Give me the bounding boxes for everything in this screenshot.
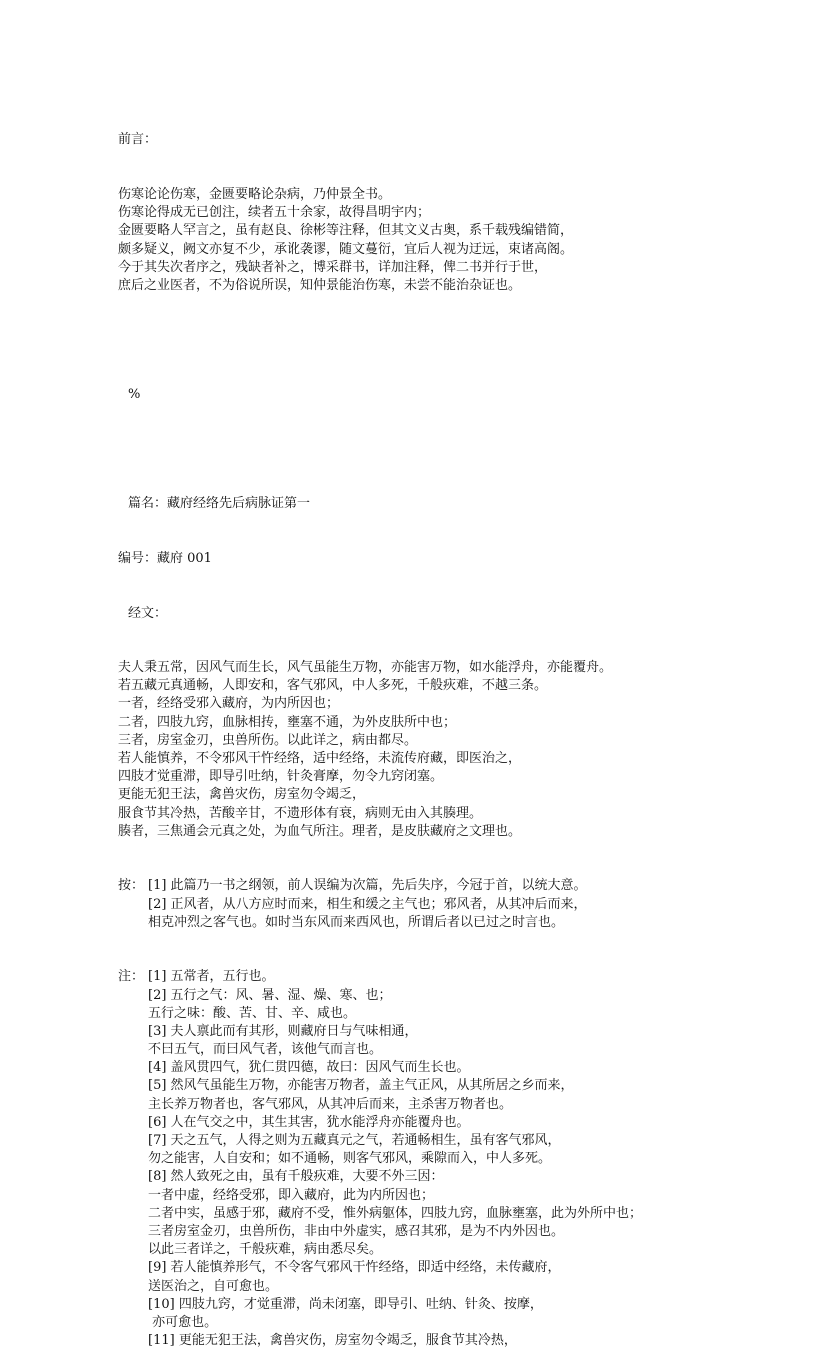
- blank-line: [118, 332, 738, 350]
- zhu-text: [7] 天之五气，人得之则为五藏真元之气，若通畅相生，虽有客气邪风，: [148, 1133, 561, 1149]
- text-line: 若五藏元真通畅，人即安和，客气邪风，中人多死，千般疢难，不越三条。: [118, 678, 548, 694]
- zhu-line: [118, 1096, 738, 1114]
- zhu-text: 以此三者详之，千般疢难，病由悉尽矣。: [148, 1242, 383, 1258]
- zhu-text: [6] 人在气交之中，其生其害，犹水能浮舟亦能覆舟也。: [148, 1114, 470, 1130]
- zhu-line: [118, 1005, 738, 1023]
- text-line: 夫人秉五常，因风气而生长，风气虽能生万物，亦能害万物，如水能浮舟，亦能覆舟。: [118, 660, 613, 676]
- zhu-line: [118, 1205, 738, 1223]
- zhu-text: [1] 五常者，五行也。: [148, 969, 275, 985]
- chapter-title: 篇名：藏府经络先后病脉证第一: [128, 496, 311, 512]
- zhu-text: [11] 更能无犯王法，禽兽灾伤，房室勿令竭乏，服食节其冷热，: [148, 1333, 517, 1349]
- zhu-line: [118, 1314, 738, 1332]
- zhu-line: [118, 968, 738, 986]
- zhu-text: [8] 然人致死之由，虽有千般疢难，大要不外三因：: [148, 1169, 444, 1185]
- zhu-text: 送医治之，自可愈也。: [148, 1278, 279, 1294]
- zhu-label: 注：: [118, 969, 145, 985]
- preface-line: 颇多疑义，阙文亦复不少，承讹袭谬，随文蔓衍，宜后人视为迂远，束诸高阁。: [118, 241, 574, 257]
- document-body: [118, 95, 738, 1368]
- text-line: 二者，四肢九窍，血脉相抟，壅塞不通，为外皮肤所中也；: [118, 714, 457, 730]
- zhu-text: 五行之味：酸、苦、甘、辛、咸也。: [148, 1005, 357, 1021]
- zhu-text: 一者中虚，经络受邪，即入藏府，此为内所因也；: [148, 1187, 435, 1203]
- an-text: [1] 此篇乃一书之纲领，前人误编为次篇，先后失序，今冠于首，以统大意。: [148, 878, 587, 894]
- zhu-line: [118, 1059, 738, 1077]
- an-line: [118, 896, 738, 914]
- zhu-line: [118, 1223, 738, 1241]
- zhu-line: [118, 1041, 738, 1059]
- preface-heading: 前言：: [118, 132, 158, 148]
- zhu-line: [118, 1023, 738, 1041]
- preface-line: 金匮要略人罕言之，虽有赵良、徐彬等注释，但其文义古奥，系千载残编错简，: [118, 223, 574, 239]
- preface-paragraph: [118, 186, 738, 295]
- an-line: [118, 914, 738, 932]
- separator-mark: %: [128, 387, 141, 403]
- text-line: 更能无犯王法，禽兽灾伤，房室勿令竭乏，: [118, 787, 366, 803]
- preface-line: 今于其失次者序之，残缺者补之，博采群书，详加注释，俾二书并行于世，: [118, 259, 548, 275]
- preface-line: 伤寒论论伤寒，金匮要略论杂病，乃仲景全书。: [118, 187, 392, 202]
- scripture-text: [118, 659, 738, 841]
- text-line: 一者，经络受邪入藏府，为内所因也；: [118, 696, 340, 712]
- text-label: 经文：: [128, 605, 168, 621]
- zhu-line: [118, 1132, 738, 1150]
- text-line: 三者，房室金刃，虫兽所伤。以此详之，病由都尽。: [118, 732, 418, 748]
- zhu-text: 主长养万物者也，客气邪风，从其冲后而来，主杀害万物者也。: [148, 1096, 513, 1112]
- zhu-text: 二者中实，虽感于邪，藏府不受，惟外病躯体，四肢九窍，血脉壅塞，此为外所中也；: [148, 1205, 643, 1221]
- preface-line: 伤寒论得成无已创注，续者五十余家，故得昌明宇内；: [118, 205, 431, 221]
- preface-line: 庶后之业医者，不为俗说所误，知仲景能治伤寒，未尝不能治杂证也。: [118, 277, 522, 293]
- zhu-line: [118, 1150, 738, 1168]
- zhu-line: [118, 1168, 738, 1186]
- an-text: [2] 正风者，从八方应时而来，相生和缓之主气也；邪风者，从其冲后而来，: [148, 896, 587, 912]
- zhu-line: [118, 1077, 738, 1095]
- zhu-line: [118, 1187, 738, 1205]
- text-line: 若人能慎养，不令邪风干忤经络，适中经络，未流传府藏，即医治之，: [118, 751, 522, 767]
- zhu-text: 亦可愈也。: [148, 1314, 218, 1330]
- chapter-number: 编号：藏府 001: [118, 550, 212, 566]
- blank-line: [118, 441, 738, 459]
- zhu-text: [10] 四肢九窍，才觉重滞，尚未闭塞，即导引、吐纳、针灸、按摩，: [148, 1296, 543, 1312]
- an-label: 按：: [118, 878, 145, 894]
- zhu-line: [118, 1114, 738, 1132]
- zhu-text: [2] 五行之气：风、暑、湿、燥、寒、也；: [148, 987, 392, 1003]
- zhu-line: [118, 1278, 738, 1296]
- zhu-text: [5] 然风气虽能生万物，亦能害万物者，盖主气正风，从其所居之乡而来，: [148, 1078, 574, 1094]
- zhu-line: [118, 1296, 738, 1314]
- zhu-text: [3] 夫人禀此而有其形，则藏府日与气味相通，: [148, 1023, 418, 1039]
- zhu-text: [4] 盖风贯四气，犹仁贯四德，故曰：因风气而生长也。: [148, 1060, 470, 1076]
- zhu-line: [118, 1259, 738, 1277]
- zhu-text: [9] 若人能慎养形气，不令客气邪风干忤经络，即适中经络，未传藏府，: [148, 1260, 561, 1276]
- text-line: 腠者，三焦通会元真之处，为血气所注。理者，是皮肤藏府之文理也。: [118, 823, 522, 839]
- zhu-text: 勿之能害，人自安和；如不通畅，则客气邪风，乘隙而入，中人多死。: [148, 1151, 552, 1167]
- an-line: [118, 877, 738, 895]
- zhu-text: 不曰五气，而曰风气者，该他气而言也。: [148, 1042, 383, 1058]
- text-line: 服食节其冷热，苦酸辛甘，不遗形体有衰，病则无由入其腠理。: [118, 805, 483, 821]
- commentary-zhu: [118, 968, 738, 1350]
- zhu-text: 三者房室金刃，虫兽所伤，非由中外虚实，感召其邪，是为不内外因也。: [148, 1223, 565, 1239]
- zhu-line: [118, 987, 738, 1005]
- commentary-an: [118, 877, 738, 932]
- zhu-line: [118, 1332, 738, 1350]
- text-line: 四肢才觉重滞，即导引吐纳，针灸膏摩，勿令九窍闭塞。: [118, 769, 444, 785]
- an-text: 相克冲烈之客气也。如时当东风而来西风也，所谓后者以已过之时言也。: [148, 914, 565, 930]
- zhu-line: [118, 1241, 738, 1259]
